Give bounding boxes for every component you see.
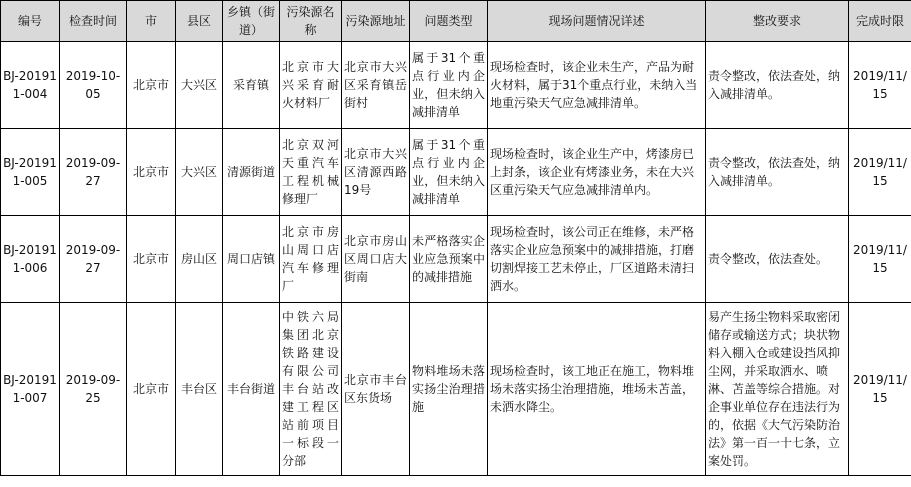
cell-details: 现场检查时，该工地正在施工，物料堆场未落实扬尘治理措施，堆场未苫盖，未洒水降尘。 <box>488 303 706 476</box>
cell-issue-type: 属于31个重点行业内企业，但未纳入减排清单 <box>410 129 488 216</box>
cell-city: 北京市 <box>127 129 176 216</box>
col-header-details: 现场问题情况详述 <box>488 1 706 42</box>
cell-source-name: 北京双河天重汽车工程机械修理厂 <box>280 129 342 216</box>
cell-source-address: 北京市丰台区东货场 <box>342 303 410 476</box>
col-header-deadline: 完成时限 <box>849 1 911 42</box>
col-header-city: 市 <box>127 1 176 42</box>
cell-id: BJ-201911-004 <box>1 42 60 129</box>
cell-source-address: 北京市房山区周口店大街南 <box>342 216 410 303</box>
cell-date: 2019-09-27 <box>60 129 127 216</box>
col-header-id: 编号 <box>1 1 60 42</box>
cell-district: 丰台区 <box>176 303 223 476</box>
cell-id: BJ-201911-007 <box>1 303 60 476</box>
cell-town: 丰台街道 <box>223 303 280 476</box>
cell-city: 北京市 <box>127 303 176 476</box>
cell-source-address: 北京市大兴区采育镇岳街村 <box>342 42 410 129</box>
cell-deadline: 2019/11/15 <box>849 129 911 216</box>
cell-town: 清源街道 <box>223 129 280 216</box>
cell-district: 大兴区 <box>176 129 223 216</box>
table-row <box>1 303 911 476</box>
col-header-district: 县区 <box>176 1 223 42</box>
cell-id: BJ-201911-006 <box>1 216 60 303</box>
col-header-town: 乡镇（街道） <box>223 1 280 42</box>
cell-district: 房山区 <box>176 216 223 303</box>
header-row <box>1 1 911 42</box>
cell-issue-type: 属于31个重点行业内企业，但未纳入减排清单 <box>410 42 488 129</box>
col-header-issue-type: 问题类型 <box>410 1 488 42</box>
cell-town: 采育镇 <box>223 42 280 129</box>
table-row <box>1 42 911 129</box>
cell-district: 大兴区 <box>176 42 223 129</box>
cell-details: 现场检查时，该公司正在维修，未严格落实企业应急预案中的减排措施，打磨切割焊接工艺未停止，厂区道路未清扫洒水。 <box>488 216 706 303</box>
col-header-source-name: 污染源名称 <box>280 1 342 42</box>
cell-requirement: 易产生扬尘物料采取密闭储存或输送方式；块状物料入棚入仓或建设挡风抑尘网，并采取洒水、喷淋、苫盖等综合措施。对企事业单位存在违法行为的，依据《大气污染防治法》第一百一十七条，立案处罚。 <box>706 303 849 476</box>
cell-deadline: 2019/11/15 <box>849 42 911 129</box>
cell-details: 现场检查时，该企业未生产，产品为耐火材料，属于31个重点行业，未纳入当地重污染天气应急减排清单。 <box>488 42 706 129</box>
cell-issue-type: 未严格落实企业应急预案中的减排措施 <box>410 216 488 303</box>
col-header-date: 检查时间 <box>60 1 127 42</box>
table-row <box>1 216 911 303</box>
cell-issue-type: 物料堆场未落实扬尘治理措施 <box>410 303 488 476</box>
cell-date: 2019-09-25 <box>60 303 127 476</box>
cell-town: 周口店镇 <box>223 216 280 303</box>
cell-source-name: 北京市房山周口店汽车修理厂 <box>280 216 342 303</box>
cell-city: 北京市 <box>127 216 176 303</box>
cell-deadline: 2019/11/15 <box>849 303 911 476</box>
cell-requirement: 责令整改，依法查处。 <box>706 216 849 303</box>
cell-deadline: 2019/11/15 <box>849 216 911 303</box>
cell-requirement: 责令整改，依法查处，纳入减排清单。 <box>706 42 849 129</box>
cell-source-address: 北京市大兴区清源西路19号 <box>342 129 410 216</box>
cell-date: 2019-10-05 <box>60 42 127 129</box>
cell-id: BJ-201911-005 <box>1 129 60 216</box>
cell-details: 现场检查时，该企业生产中，烤漆房已上封条，该企业有烤漆业务，未在大兴区重污染天气应急减排清单内。 <box>488 129 706 216</box>
col-header-requirement: 整改要求 <box>706 1 849 42</box>
table-row <box>1 129 911 216</box>
col-header-source-address: 污染源地址 <box>342 1 410 42</box>
cell-city: 北京市 <box>127 42 176 129</box>
cell-date: 2019-09-27 <box>60 216 127 303</box>
cell-requirement: 责令整改，依法查处，纳入减排清单。 <box>706 129 849 216</box>
cell-source-name: 北京市大兴采育耐火材料厂 <box>280 42 342 129</box>
cell-source-name: 中铁六局集团北京铁路建设有限公司丰台站改建工程区站前项目一标段一分部 <box>280 303 342 476</box>
